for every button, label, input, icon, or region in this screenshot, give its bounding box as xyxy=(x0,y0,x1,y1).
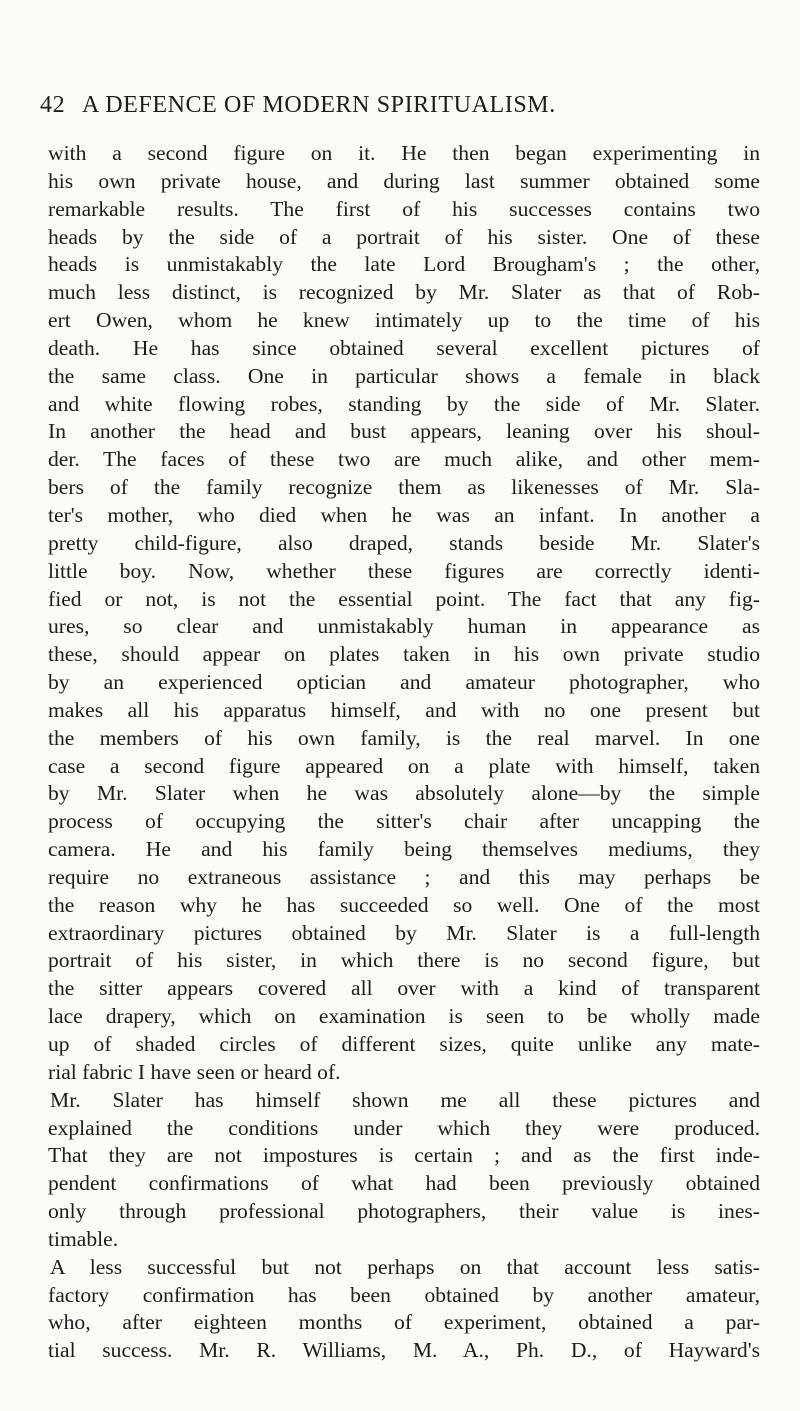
text-line: In another the head and bust appears, leaning over his shoul- xyxy=(48,419,760,444)
text-line: process of occupying the sitter's chair after uncapping the xyxy=(48,809,760,834)
text-line: who, after eighteen months of experiment, obtained a par- xyxy=(48,1310,760,1335)
text-line: portrait of his sister, in which there is no second figure, but xyxy=(48,948,760,973)
text-line: makes all his apparatus himself, and with no one present but xyxy=(48,697,760,722)
text-line: ert Owen, whom he knew intimately up to the time of his xyxy=(48,308,760,333)
text-line: much less distinct, is recognized by Mr. Slater as that of Rob- xyxy=(48,280,760,305)
text-line: rial fabric I have seen or heard of. xyxy=(48,1059,341,1084)
text-line: require no extraneous assistance ; and this may perhaps be xyxy=(48,864,760,889)
text-line: these, should appear on plates taken in his own private studio xyxy=(48,642,760,667)
text-line: explained the conditions under which they were produced. xyxy=(48,1115,760,1140)
text-line: heads is unmistakably the late Lord Brougham's ; the other, xyxy=(48,252,760,277)
text-line: his own private house, and during last summer obtained some xyxy=(48,168,760,193)
text-line: and white flowing robes, standing by the side of Mr. Slater. xyxy=(48,391,760,416)
text-line: factory confirmation has been obtained by another amateur, xyxy=(48,1282,760,1307)
page-number: 42 xyxy=(40,92,66,118)
text-line: lace drapery, which on examination is seen to be wholly made xyxy=(48,1004,760,1029)
text-line: the same class. One in particular shows a female in black xyxy=(48,363,760,388)
text-line: heads by the side of a portrait of his sister. One of these xyxy=(48,224,760,249)
text-line: camera. He and his family being themselves mediums, they xyxy=(48,837,760,862)
text-line: pendent confirmations of what had been previously obtained xyxy=(48,1171,760,1196)
text-line: by Mr. Slater when he was absolutely alone—by the simple xyxy=(48,781,760,806)
text-line: bers of the family recognize them as likenesses of Mr. Sla- xyxy=(48,475,760,500)
text-line: extraordinary pictures obtained by Mr. Slater is a full-length xyxy=(48,920,760,945)
text-line: only through professional photographers, their value is ines- xyxy=(48,1199,760,1224)
running-head xyxy=(40,92,755,119)
body-text xyxy=(48,140,760,1365)
text-line: der. The faces of these two are much alike, and other mem- xyxy=(48,447,760,472)
text-line: timable. xyxy=(48,1226,119,1251)
text-line: with a second figure on it. He then began experimenting in xyxy=(48,141,760,165)
text-line: little boy. Now, whether these figures are correctly identi- xyxy=(48,558,760,583)
text-line: ures, so clear and unmistakably human in appearance as xyxy=(48,614,760,639)
running-head-title: A DEFENCE OF MODERN SPIRITUALISM. xyxy=(82,92,556,118)
text-line: case a second figure appeared on a plate with himself, taken xyxy=(48,753,760,778)
paragraph-first-line: A less successful but not perhaps on that account less satis- xyxy=(50,1254,760,1279)
text-line: ter's mother, who died when he was an infant. In another a xyxy=(48,502,760,527)
text-line: tial success. Mr. R. Williams, M. A., Ph. D., of Hayward's xyxy=(48,1338,760,1363)
text-line: the members of his own family, is the real marvel. In one xyxy=(48,725,760,750)
text-line: the reason why he has succeeded so well. One of the most xyxy=(48,892,760,917)
text-line: fied or not, is not the essential point. The fact that any fig- xyxy=(48,586,760,611)
text-line: up of shaded circles of different sizes, quite unlike any mate- xyxy=(48,1032,760,1056)
text-line: by an experienced optician and amateur photographer, who xyxy=(48,670,760,695)
text-line: That they are not impostures is certain ; and as the first inde- xyxy=(48,1143,760,1168)
text-line: the sitter appears covered all over with a kind of transparent xyxy=(48,976,760,1001)
text-line: death. He has since obtained several excellent pictures of xyxy=(48,335,760,360)
text-line: pretty child-figure, also draped, stands beside Mr. Slater's xyxy=(48,530,760,555)
text-line: remarkable results. The first of his successes contains two xyxy=(48,196,760,221)
paragraph-first-line: Mr. Slater has himself shown me all these pictures and xyxy=(50,1087,760,1112)
